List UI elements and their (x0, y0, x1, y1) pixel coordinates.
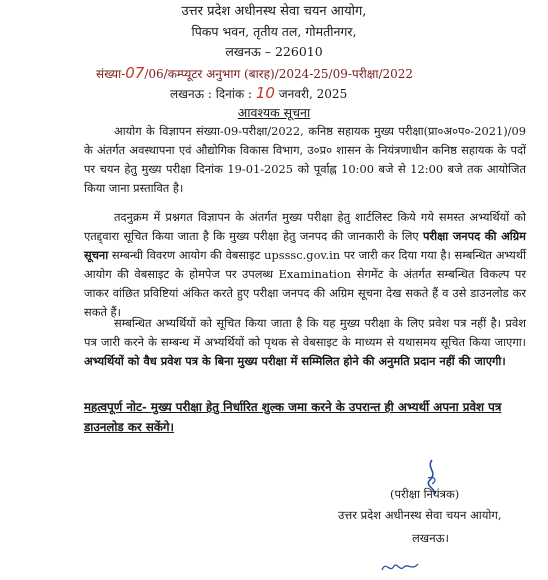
paragraph-text: तदनुक्रम में प्रश्नगत विज्ञापन के अंतर्गत मुख्य परीक्षा हेतु शार्टलिस्ट किये गये समस्त अभ्यर्थियों को एतद्द्वारा सूचित किया जाता है कि मुख्य परीक्षा हेतु जनपद की जानकारी के लिए (84, 210, 526, 243)
date-prefix: लखनऊ : दिनांक : (170, 87, 253, 101)
paragraph-district-info (84, 208, 526, 322)
org-address: पिकप भवन, तृतीय तल, गोमतीनगर, (191, 24, 357, 39)
paragraph-text: सम्बन्धी विवरण आयोग की वेबसाइट upsssc.gov.in पर जारी कर दिया गया है। सम्बन्धित अभ्यर्थी आयोग की वेबसाइट के होमपेज पर उपलब्ध Examination सेगमेंट के अंतर्गत सम्बन्धित विकल्प पर जाकर वांछित प्रविष्टियां अंकित करते हुए परीक्षा जनपद की अग्रिम सूचना देख सकते हैं व उसे डाउनलोड कर सकते हैं। (84, 248, 526, 319)
reference-suffix: /06/कम्प्यूटर अनुभाग (बारह)/2024-25/09-परीक्षा/2022 (144, 67, 414, 81)
date-line (170, 84, 400, 102)
reference-number (96, 64, 456, 82)
date-suffix: जनवरी, 2025 (278, 87, 348, 101)
paragraph-text: सम्बन्धित अभ्यर्थियों को सूचित किया जाता है कि यह मुख्य परीक्षा के लिए प्रवेश पत्र नहीं है। प्रवेश पत्र जारी करने के सम्बन्ध में अभ्यर्थियों को पृथक से वेबसाइट के माध्यम से यथासमय सूचित किया जाएगा। (84, 316, 526, 349)
paragraph-bold-text: अभ्यर्थियों को वैध प्रवेश पत्र के बिना मुख्य परीक्षा में सम्मिलित होने की अनुमति प्रदान नहीं की जाएगी। (84, 354, 506, 368)
org-name: उत्तर प्रदेश अधीनस्थ सेवा चयन आयोग, (181, 4, 367, 19)
signatory-org: उत्तर प्रदेश अधीनस्थ सेवा चयन आयोग, (338, 508, 502, 522)
paragraph-exam-schedule: आयोग के विज्ञापन संख्या-09-परीक्षा/2022, कनिष्ठ सहायक मुख्य परीक्षा(प्रा०अ०प०-2021)/09 के अंतर्गत अवस्थापना एवं औद्योगिक विकास विभाग, उ०प्र० शासन के नियंत्रणाधीन कनिष्ठ सहायक के पदों पर चयन हेतु मुख्य परीक्षा दिनांक 19-01-2025 को पूर्वाह्न 10:00 बजे से 12:00 बजे तक आयोजित किया जाना प्रस्तावित है। (84, 124, 526, 195)
paragraph-bold-text: परीक्षा जनपद की अग्रिम सूचना (84, 229, 526, 262)
important-note: महत्वपूर्ण नोट- मुख्य परीक्षा हेतु निर्धारित शुल्क जमा करने के उपरान्त ही अभ्यर्थी अपना प्रवेश पत्र डाउनलोड कर सकेंगे। (84, 400, 502, 434)
signatory-city: लखनऊ। (412, 531, 449, 545)
org-city: लखनऊ – 226010 (225, 44, 323, 59)
date-handwritten-day: 10 (255, 84, 275, 102)
notice-title: आवश्यक सूचना (237, 105, 311, 120)
signatory-title: (परीक्षा नियंत्रक) (390, 487, 460, 501)
reference-handwritten-number: 07 (125, 64, 145, 82)
paragraph-admit-card (84, 314, 526, 371)
reference-prefix: संख्या- (96, 67, 126, 81)
initials-mark (380, 556, 420, 576)
